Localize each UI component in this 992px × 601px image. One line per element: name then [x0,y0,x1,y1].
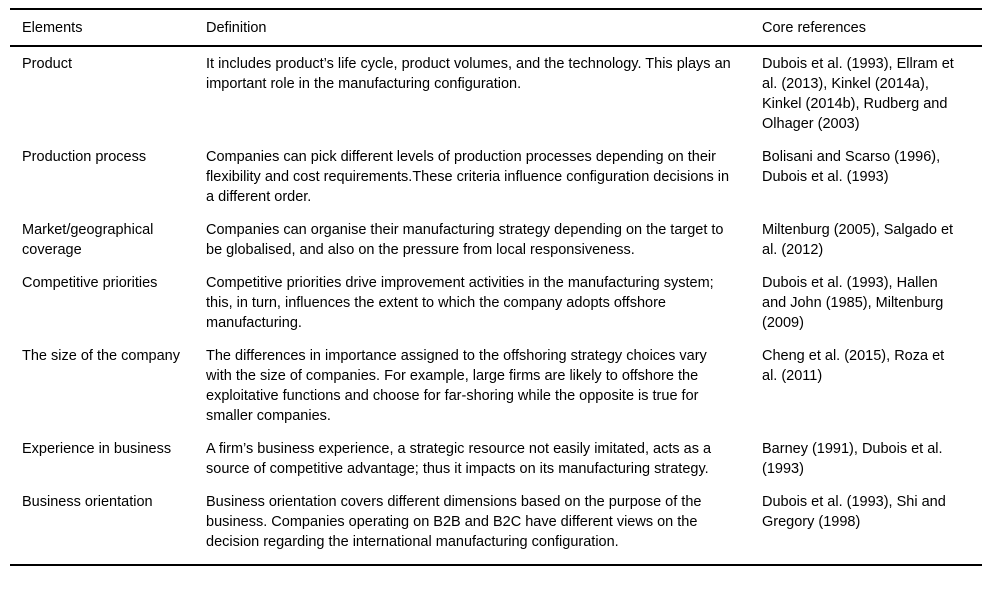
table-row [10,432,982,485]
table-row [10,266,982,339]
definition-cell: Companies can organise their manufacturing strategy depending on the target to be globalised, and also on the pressure from local responsiveness. [206,222,724,258]
element-cell: Market/geographical coverage [22,222,154,258]
table-row [10,485,982,565]
table-row [10,339,982,432]
references-cell: Cheng et al. (2015), Roza et al. (2011) [762,348,945,384]
references-cell: Dubois et al. (1993), Ellram et al. (2013), Kinkel (2014a), Kinkel (2014b), Rudberg and Olhager (2003) [762,56,954,132]
element-cell: Experience in business [22,441,172,457]
definition-cell: Companies can pick different levels of production processes depending on their flexibility and cost requirements.These criteria influence configuration decisions in a different order. [206,149,730,205]
elements-definition-table [10,8,982,566]
element-cell: The size of the company [22,348,180,364]
references-cell: Dubois et al. (1993), Hallen and John (1985), Miltenburg (2009) [762,275,944,331]
col-header-definition: Definition [206,9,762,46]
definition-cell: A firm’s business experience, a strategic resource not easily imitated, acts as a source of competitive advantage; thus it impacts on its manufacturing strategy. [206,441,712,477]
table-row [10,140,982,213]
table-row [10,46,982,140]
references-cell: Dubois et al. (1993), Shi and Gregory (1998) [762,494,946,530]
definition-cell: Business orientation covers different dimensions based on the purpose of the business. Companies operating on B2B and B2C have different views on the decision regarding the international manufacturing configuration. [206,494,702,550]
element-cell: Production process [22,149,147,165]
definition-cell: The differences in importance assigned to the offshoring strategy choices vary with the size of companies. For example, large firms are likely to offshore the exploitative functions and choose for far-shoring while the opposite is true for smaller companies. [206,348,707,424]
element-cell: Business orientation [22,494,153,510]
definition-cell: It includes product’s life cycle, product volumes, and the technology. This plays an important role in the manufacturing configuration. [206,56,731,92]
element-cell: Product [22,56,72,72]
header-row [10,9,982,46]
references-cell: Barney (1991), Dubois et al. (1993) [762,441,943,477]
references-cell: Bolisani and Scarso (1996), Dubois et al. (1993) [762,149,941,185]
col-header-core-references: Core references [762,9,982,46]
definition-cell: Competitive priorities drive improvement activities in the manufacturing system; this, in turn, influences the extent to which the company adopts offshore manufacturing. [206,275,714,331]
references-cell: Miltenburg (2005), Salgado et al. (2012) [762,222,954,258]
col-header-elements: Elements [10,9,206,46]
table-row [10,213,982,266]
element-cell: Competitive priorities [22,275,158,291]
